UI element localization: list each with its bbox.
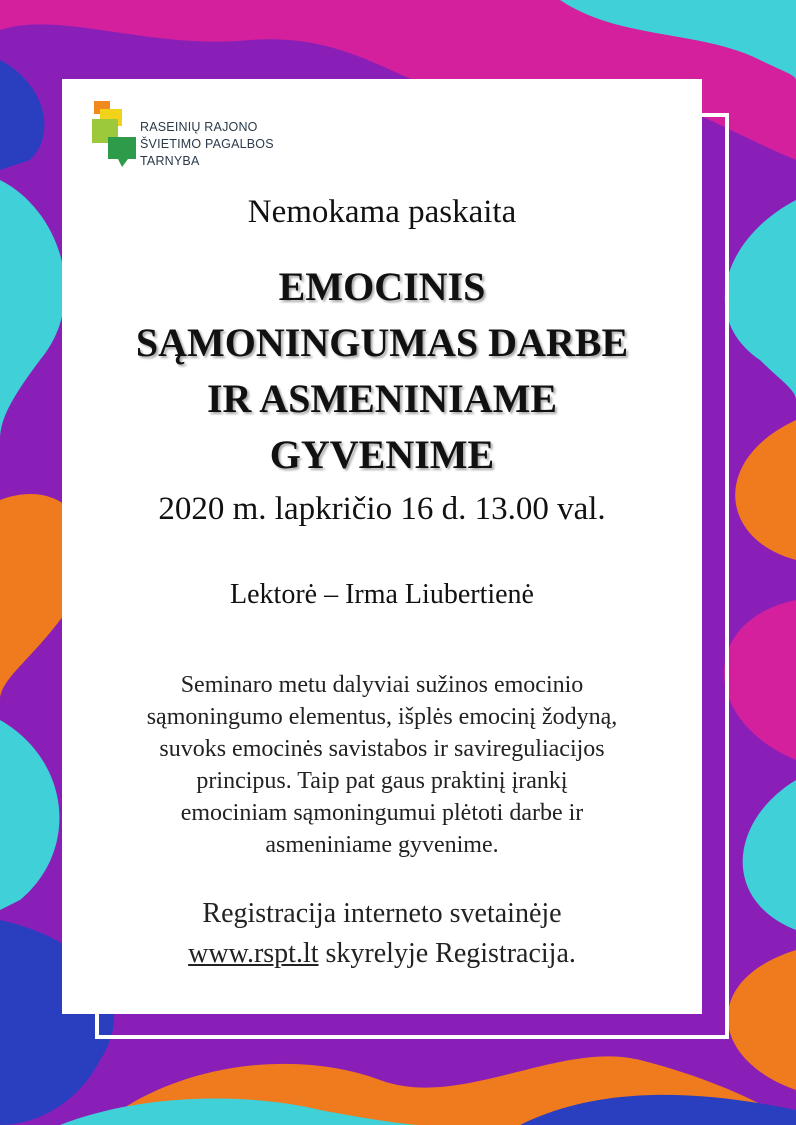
logo-line-3: TARNYBA <box>140 154 200 168</box>
logo-line-1: RASEINIŲ RAJONO <box>140 120 258 134</box>
description-line-1: Seminaro metu dalyviai sužinos emocinio <box>180 672 584 698</box>
registration-line-2 <box>62 934 702 974</box>
logo-mark-icon <box>92 99 138 169</box>
title-line-4: GYVENIME <box>269 432 495 477</box>
title-line-1: EMOCINIS <box>278 264 486 309</box>
description-line-5: emociniam sąmoningumui plėtoti darbe ir <box>180 800 584 826</box>
logo-line-2: ŠVIETIMO PAGALBOS <box>140 137 274 151</box>
event-description <box>62 669 702 861</box>
logo-text <box>140 119 274 170</box>
registration-info <box>62 894 702 974</box>
description-line-3: suvoks emocinės savistabos ir savireguliacijos <box>159 736 605 762</box>
registration-line-2-rest: skyrelyje Registracija. <box>318 938 576 969</box>
title-line-3: IR ASMENINIAME <box>206 376 558 421</box>
website-link[interactable]: www.rspt.lt <box>188 938 319 969</box>
event-title <box>82 259 682 483</box>
description-line-6: asmeniniame gyvenime. <box>265 832 499 858</box>
flyer-card <box>62 79 702 1014</box>
description-line-4: principus. Taip pat gaus praktinį įrankį <box>196 768 568 794</box>
event-lecturer: Lektorė – Irma Liubertienė <box>230 579 534 610</box>
description-line-2: sąmoningumo elementus, išplės emocinį žodyną, <box>146 704 618 730</box>
organization-logo <box>92 99 292 169</box>
event-date: 2020 m. lapkričio 16 d. 13.00 val. <box>158 491 606 527</box>
title-line-2: SĄMONINGUMAS DARBE <box>135 320 629 365</box>
event-subtitle: Nemokama paskaita <box>247 194 517 230</box>
registration-line-1: Registracija interneto svetainėje <box>202 898 562 929</box>
